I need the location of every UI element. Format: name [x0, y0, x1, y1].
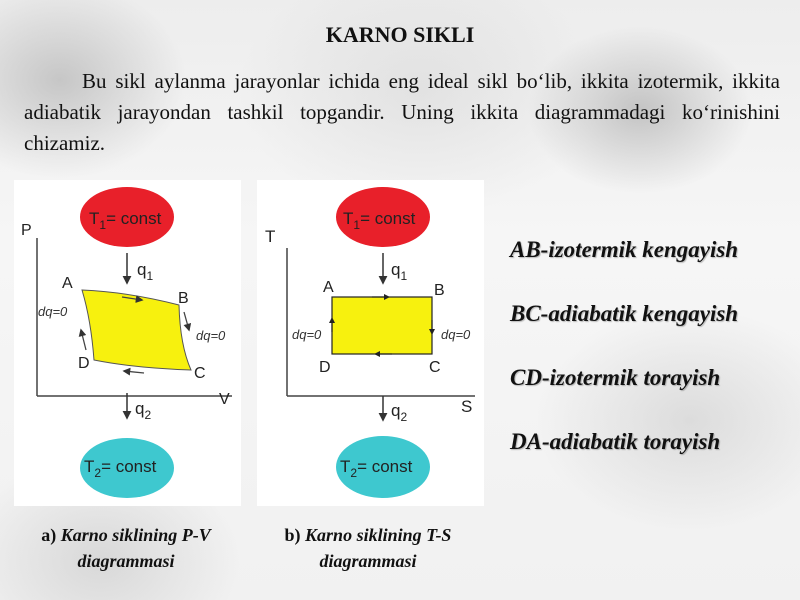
q2-label: q	[391, 401, 401, 420]
ts-diagram-svg	[257, 180, 484, 506]
hot-reservoir-label: T	[343, 209, 354, 228]
svg-text:q2	[135, 399, 151, 422]
point-d: D	[319, 359, 331, 376]
cold-reservoir-sub: 2	[94, 466, 102, 480]
pv-cycle-area	[82, 290, 191, 370]
bc-arrow	[184, 312, 189, 330]
point-b: B	[178, 290, 189, 307]
pv-diagram-svg	[14, 180, 241, 506]
dq-left-label: dq=0	[292, 327, 322, 342]
cold-reservoir-label: T	[84, 457, 95, 476]
process-da: DA-adiabatik torayish	[510, 429, 721, 454]
dq-right-label: dq=0	[441, 327, 471, 342]
hot-reservoir-sub: 1	[99, 218, 107, 232]
pv-diagram	[14, 180, 241, 506]
svg-text:q2	[391, 401, 407, 424]
hot-reservoir-suffix: = const	[360, 209, 416, 228]
ts-diagram	[257, 180, 484, 506]
point-a: A	[62, 275, 73, 292]
cold-reservoir-suffix: = const	[101, 457, 157, 476]
ts-caption	[268, 522, 468, 574]
hot-reservoir-label: T	[89, 209, 100, 228]
hot-reservoir-suffix: = const	[106, 209, 162, 228]
dq-left-label: dq=0	[38, 304, 68, 319]
pv-caption-text: Karno siklining P-V diagrammasi	[60, 525, 211, 571]
t-axis-label: T	[265, 227, 276, 246]
cold-reservoir-suffix: = const	[357, 457, 413, 476]
v-axis-label: V	[219, 391, 230, 408]
point-a: A	[323, 279, 334, 296]
process-bc: BC-adiabatik kengayish	[510, 301, 739, 326]
cold-reservoir-sub: 2	[350, 466, 358, 480]
process-cd: CD-izotermik torayish	[510, 365, 721, 390]
ts-cycle-area	[332, 297, 432, 354]
point-d: D	[78, 355, 90, 372]
q1-label: q	[391, 260, 401, 279]
q1-sub: 1	[400, 269, 408, 283]
slide-title: KARNO SIKLI	[325, 22, 475, 47]
ts-caption-text: Karno siklining T-S diagrammasi	[305, 525, 452, 571]
q1-label: q	[137, 260, 147, 279]
ts-caption-prefix: b)	[284, 525, 301, 545]
pv-caption	[26, 522, 226, 574]
cd-arrow	[124, 371, 144, 373]
q2-sub: 2	[400, 410, 408, 424]
q2-label: q	[135, 399, 145, 418]
q1-sub: 1	[146, 269, 154, 283]
p-axis-label: P	[21, 222, 32, 239]
q2-sub: 2	[144, 408, 152, 422]
svg-text:q1	[137, 260, 153, 283]
s-axis-label: S	[461, 397, 473, 416]
point-c: C	[194, 365, 206, 382]
cold-reservoir-label: T	[340, 457, 351, 476]
svg-text:q1	[391, 260, 407, 283]
da-arrow	[81, 330, 86, 350]
point-c: C	[429, 359, 441, 376]
intro-paragraph: Bu sikl aylanma jarayonlar ichida eng ideal sikl bo‘lib, ikkita izotermik, ikkita adiabatik jarayondan tashkil topgandir. Uning ikkita diagrammadagi ko‘rinishini chizamiz.	[24, 69, 780, 155]
process-ab: AB-izotermik kengayish	[510, 237, 739, 262]
process-list	[510, 232, 738, 488]
dq-right-label: dq=0	[196, 328, 226, 343]
point-b: B	[434, 282, 445, 299]
pv-caption-prefix: a)	[41, 525, 57, 545]
hot-reservoir-sub: 1	[353, 218, 361, 232]
